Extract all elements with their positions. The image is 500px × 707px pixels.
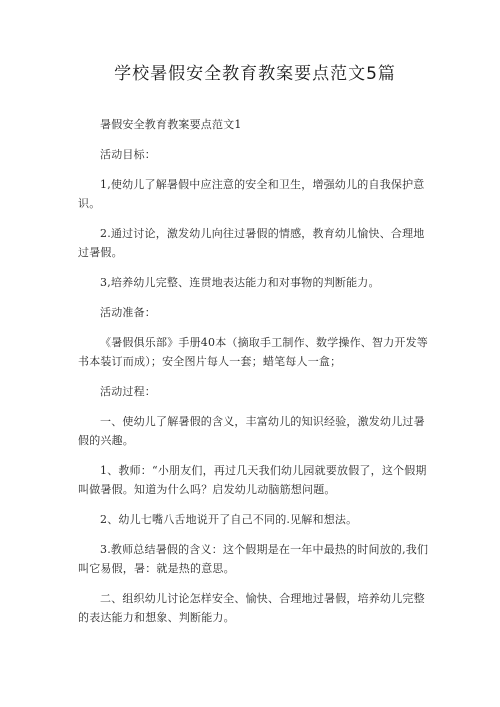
goal-item-2: 2.通过讨论，激发幼儿向往过暑假的情感，教育幼儿愉快、合理地过暑假。 [78,227,425,259]
section-heading: 暑假安全教育教案要点范文1 [100,118,242,131]
goal-item-1: 1,使幼儿了解暑假中应注意的安全和卫生，增强幼儿的自我保护意识。 [78,178,425,210]
activity-preparation-heading: 活动准备： [100,306,156,319]
activity-goals-heading: 活动目标： [100,148,156,161]
goal-item-3: 3,培养幼儿完整、连贯地表达能力和对事物的判断能力。 [100,276,380,289]
document-body [78,115,432,627]
process-step-2: 2、幼儿七嘴八舌地说开了自己不同的.见解和想法。 [100,513,358,526]
activity-process-heading: 活动过程： [100,385,156,398]
process-part-1: 一、使幼儿了解暑假的含义，丰富幼儿的知识经验，激发幼儿过暑假的兴趣。 [78,415,425,447]
preparation-text: 《暑假俱乐部》手册40本（摘取手工制作、数学操作、智力开发等书本装订而成）；安全图片每人一套；蜡笔每人一盒； [78,336,428,368]
process-part-2: 二、组织幼儿讨论怎样安全、愉快、合理地过暑假，培养幼儿完整的表达能力和想象、判断能力。 [78,592,425,624]
process-step-1: 1、教师：“小朋友们，再过几天我们幼儿园就要放假了，这个假期叫做暑假。知道为什么吗？启发幼儿动脑筋想问题。 [78,464,427,496]
document-title: 学校暑假安全教育教案要点范文5篇 [114,64,396,84]
process-step-3: 3.教师总结暑假的含义：这个假期是在一年中最热的时间放的,我们叫它易假，暑：就是热的意思。 [78,543,429,575]
